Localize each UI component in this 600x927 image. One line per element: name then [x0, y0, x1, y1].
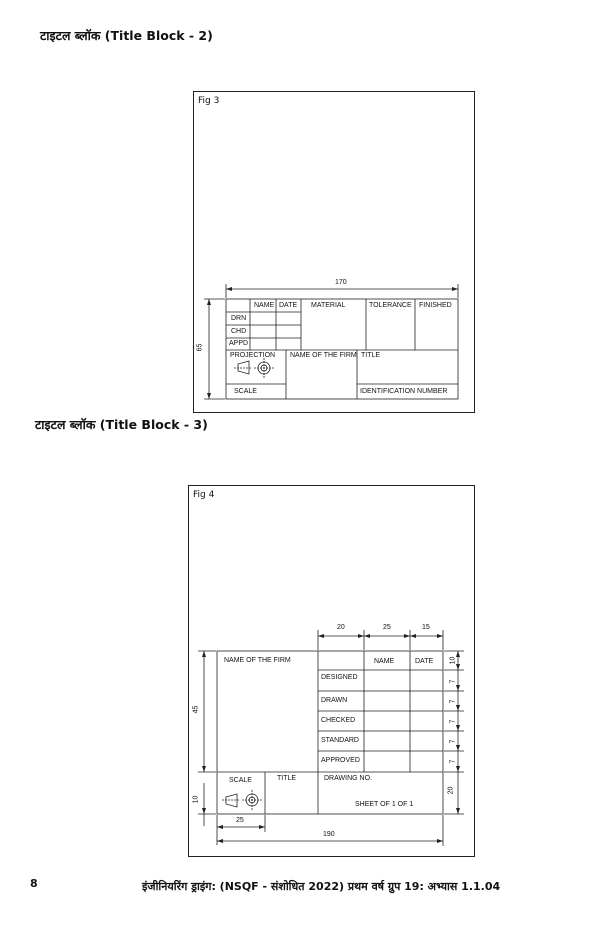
- fig4-dim-top-15: 15: [422, 624, 430, 631]
- fig3-dim-width: 170: [335, 279, 347, 286]
- fig3-title: TITLE: [361, 352, 381, 359]
- fig3-dim-height: 65: [196, 343, 204, 352]
- fig4-dim-right-7d: 7: [449, 739, 457, 744]
- fig4-dim-right-7e: 7: [449, 759, 457, 764]
- fig4-row-designed: DESIGNED: [321, 674, 358, 681]
- fig3-scale: SCALE: [234, 388, 257, 395]
- heading-title-block-2: टाइटल ब्लॉक (Title Block - 2): [40, 28, 213, 43]
- fig4-sheet: SHEET OF 1 OF 1: [355, 801, 414, 808]
- fig3-header-tolerance: TOLERANCE: [369, 302, 412, 309]
- heading-title-block-3: टाइटल ब्लॉक (Title Block - 3): [35, 417, 208, 432]
- fig4-header-date: DATE: [415, 658, 434, 665]
- fig4-dim-right-10: 10: [449, 656, 457, 665]
- fig4-dim-top-20: 20: [337, 624, 345, 631]
- fig4-dim-25: 25: [236, 817, 244, 824]
- fig4-title: TITLE: [277, 775, 297, 782]
- fig4-dim-right-20: 20: [447, 786, 455, 795]
- fig3-row-drn: DRN: [231, 315, 247, 322]
- fig3-id-number: IDENTIFICATION NUMBER: [360, 388, 448, 395]
- fig4-row-standard: STANDARD: [321, 737, 359, 744]
- fig4-row-approved: APPROVED: [321, 757, 360, 764]
- fig3-projection: PROJECTION: [230, 352, 276, 359]
- fig4-dim-10: 10: [192, 795, 200, 804]
- fig3-header-finished: FINISHED: [419, 302, 452, 309]
- fig3-header-date: DATE: [279, 302, 298, 309]
- fig3-firm: NAME OF THE FIRM: [290, 352, 357, 359]
- figure-3-label: Fig 3: [198, 96, 220, 106]
- fig4-dim-top-25: 25: [383, 624, 391, 631]
- fig4-scale: SCALE: [229, 777, 252, 784]
- fig3-header-material: MATERIAL: [311, 302, 346, 309]
- figure-4-label: Fig 4: [193, 490, 215, 500]
- footer-text: इंजीनियरिंग ड्राइंग: (NSQF - संशोधित 2022) प्रथम वर्ष ग्रुप 19: अभ्यास 1.1.04: [142, 880, 501, 893]
- fig4-header-name: NAME: [374, 658, 395, 665]
- page-number: 8: [30, 877, 38, 890]
- fig4-dim-190: 190: [323, 831, 335, 838]
- fig4-dim-right-7b: 7: [449, 699, 457, 704]
- fig4-row-checked: CHECKED: [321, 717, 356, 724]
- fig4-drawing-no: DRAWING NO.: [324, 775, 372, 782]
- fig4-dim-right-7a: 7: [449, 679, 457, 684]
- fig3-header-name: NAME: [254, 302, 275, 309]
- fig4-dim-right-7c: 7: [449, 719, 457, 724]
- fig4-firm: NAME OF THE FIRM: [224, 657, 291, 664]
- fig3-row-chd: CHD: [231, 328, 247, 335]
- fig3-row-appd: APPD: [229, 340, 249, 347]
- fig4-row-drawn: DRAWN: [321, 697, 348, 704]
- fig4-dim-45: 45: [192, 705, 200, 714]
